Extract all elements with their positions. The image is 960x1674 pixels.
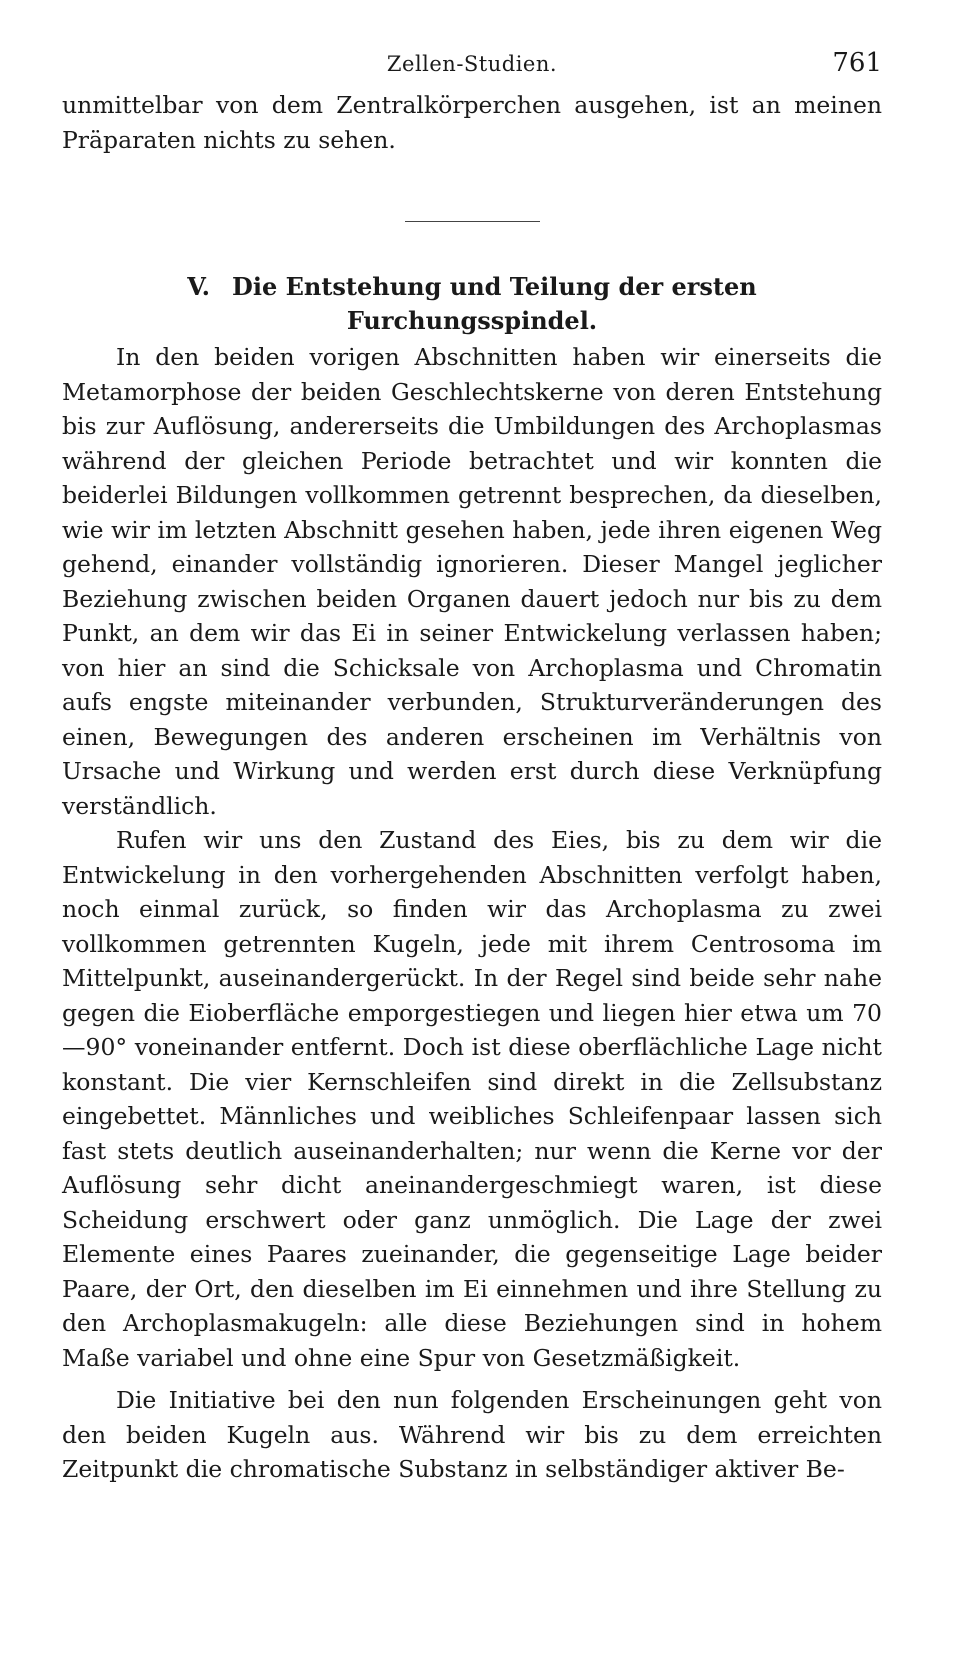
running-head [62, 48, 882, 88]
section-divider [405, 221, 540, 222]
section-title-line-2: Furchungsspindel. [346, 306, 598, 335]
running-title: Zellen-Studien. [386, 52, 558, 76]
section-heading [62, 270, 882, 338]
section-number: V. [187, 272, 211, 301]
page-number: 761 [832, 48, 882, 78]
paragraph-1: In den beiden vorigen Abschnitten haben wir einerseits die Metamorphose der beiden Geschlechtskerne von deren Entstehung bis zur Auflösung, andererseits die Umbildungen des Archoplasmas während der gleichen Periode betrachtet und wir konnten die beiderlei Bildungen vollkommen getrennt besprechen, da dieselben, wie wir im letzten Abschnitt gesehen haben, jede ihren eigenen Weg gehend, einander vollständig ignorieren. Dieser Mangel jeglicher Beziehung zwischen beiden Organen dauert jedoch nur bis zu dem Punkt, an dem wir das Ei in seiner Entwickelung verlassen haben; von hier an sind die Schicksale von Archoplasma und Chromatin aufs engste miteinander verbunden, Strukturveränderungen des einen, Bewegungen des anderen erscheinen im Verhältnis von Ursache und Wirkung und werden erst durch diese Verknüpfung verständlich. [62, 343, 882, 820]
paragraph-continued: unmittelbar von dem Zentralkörperchen ausgehen, ist an meinen Präparaten nichts zu sehen. [62, 91, 882, 154]
section-title-line-1: Die Entstehung und Teilung der ersten [232, 272, 757, 301]
page [62, 48, 882, 1487]
paragraph-3: Die Initiative bei den nun folgenden Erscheinungen geht von den beiden Kugeln aus. Während wir bis zu dem erreichten Zeitpunkt die chromatische Substanz in selbständiger aktiver Be- [62, 1386, 882, 1483]
paragraph-2: Rufen wir uns den Zustand des Eies, bis zu dem wir die Entwickelung in den vorhergehenden Abschnitten verfolgt haben, noch einmal zurück, so finden wir das Archoplasma zu zwei vollkommen getrennten Kugeln, jede mit ihrem Centrosoma im Mittelpunkt, auseinandergerückt. In der Regel sind beide sehr nahe gegen die Eioberfläche emporgestiegen und liegen hier etwa um 70—90° voneinander entfernt. Doch ist diese oberflächliche Lage nicht konstant. Die vier Kernschleifen sind direkt in die Zellsubstanz eingebettet. Männliches und weibliches Schleifenpaar lassen sich fast stets deutlich auseinanderhalten; nur wenn die Kerne vor der Auflösung sehr dicht aneinandergeschmiegt waren, ist diese Scheidung erschwert oder ganz unmöglich. Die Lage der zwei Elemente eines Paares zueinander, die gegenseitige Lage beider Paare, der Ort, den dieselben im Ei einnehmen und ihre Stellung zu den Archoplasmakugeln: alle diese Beziehungen sind in hohem Maße variabel und ohne eine Spur von Gesetzmäßigkeit. [62, 826, 882, 1372]
